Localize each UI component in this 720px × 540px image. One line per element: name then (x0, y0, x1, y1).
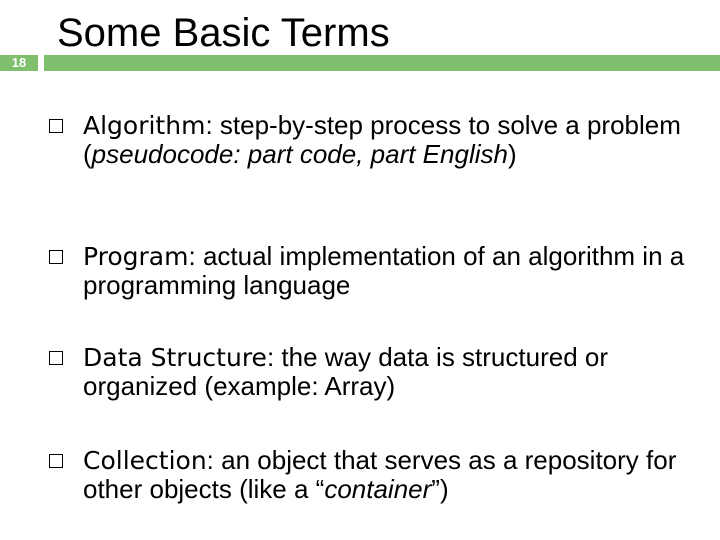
term-definition-italic: container (324, 474, 432, 504)
square-bullet-icon (49, 119, 63, 133)
slide-number: 18 (0, 55, 38, 71)
term-definition-italic: pseudocode: part code, part English (91, 139, 508, 169)
bullet-text (83, 446, 704, 504)
slide-title: Some Basic Terms (57, 11, 390, 55)
term-separator: : (206, 445, 214, 475)
term-definition: an object that serves as a repository for other objects (like a “ (83, 445, 677, 504)
term-separator: : (205, 110, 213, 140)
square-bullet-icon (49, 454, 63, 468)
title-accent-bar (44, 55, 720, 71)
term-definition-tail: ”) (431, 474, 449, 504)
term-label: Collection (83, 446, 207, 475)
term-definition: actual implementation of an algorithm in a programming language (83, 241, 685, 300)
term-definition: the way data is structured or organized (example: Array) (83, 342, 608, 401)
term-definition-tail: ) (507, 139, 517, 169)
term-label: Data Structure (83, 343, 267, 372)
bullet-text (83, 242, 704, 300)
term-separator: : (188, 241, 196, 271)
bullet-data-structure (49, 343, 704, 401)
bullet-text (83, 111, 704, 169)
square-bullet-icon (49, 250, 63, 264)
term-separator: : (266, 342, 275, 372)
bullet-algorithm (49, 111, 704, 169)
bullet-program (49, 242, 704, 300)
term-label: Program (83, 242, 189, 271)
bullet-text (83, 343, 704, 401)
bullet-collection (49, 446, 704, 504)
term-definition: step-by-step process to solve a problem ( (83, 110, 681, 169)
term-label: Algorithm (83, 111, 206, 140)
square-bullet-icon (49, 351, 63, 365)
